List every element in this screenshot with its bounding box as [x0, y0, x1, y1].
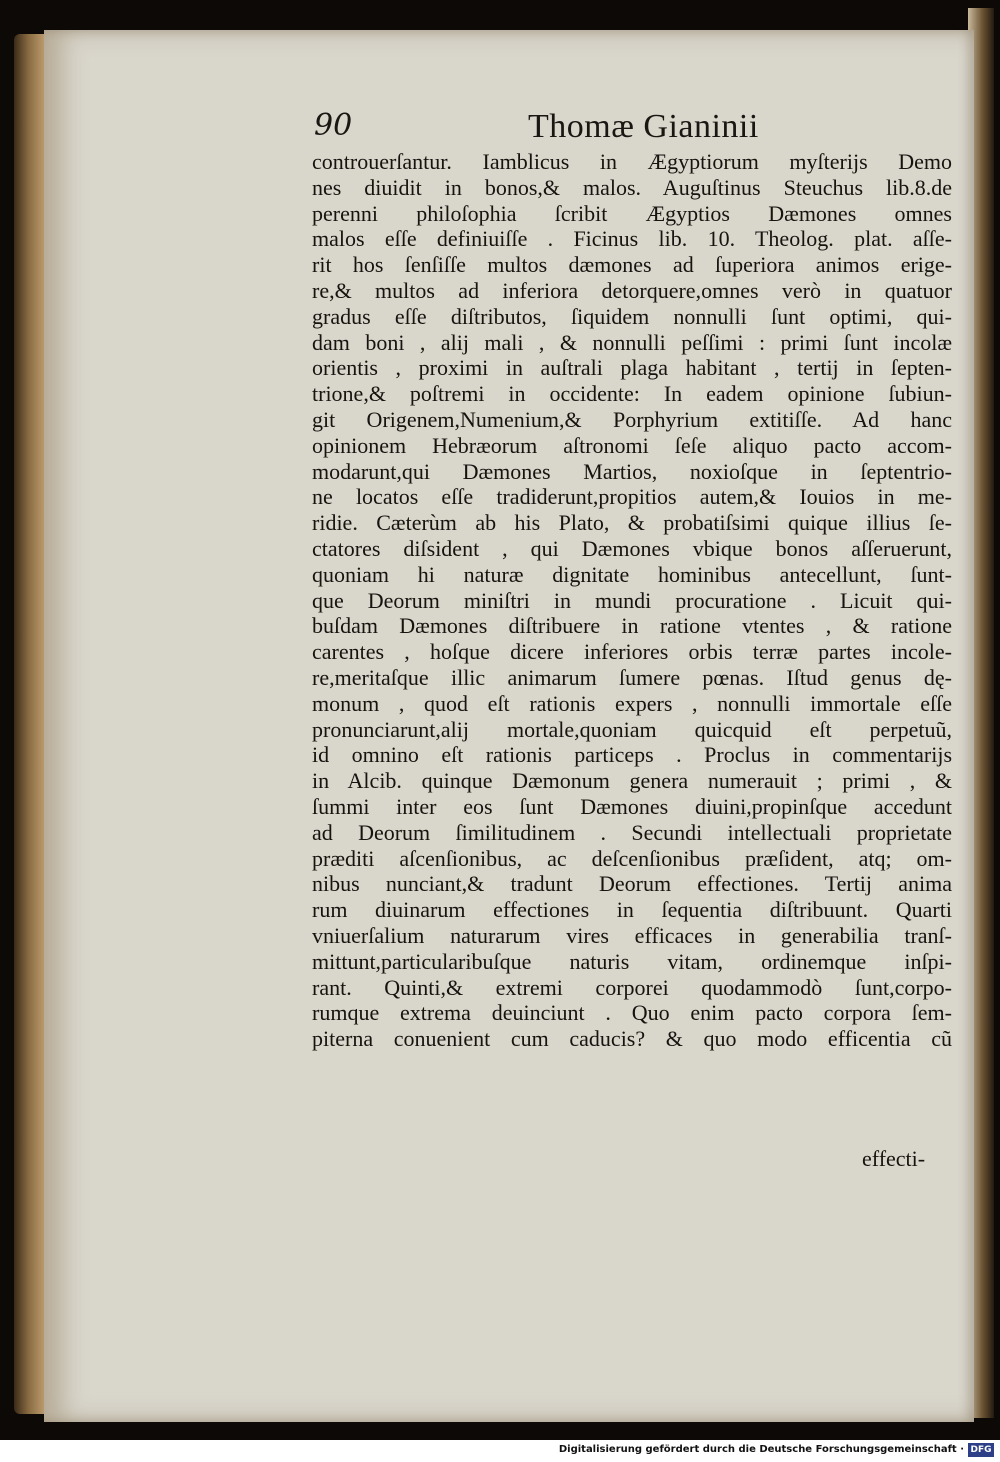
text-line: modarunt,qui Dæmones Martios, noxioſque in ſeptentrio-	[312, 458, 952, 484]
text-line: trione,& poſtremi in occidente: In eadem opinione ſubiun-	[312, 381, 952, 407]
text-line: opinionem Hebræorum aſtronomi ſeſe aliquo pacto accom-	[312, 432, 952, 458]
text-line: orientis , proximi in auſtrali plaga habitant , tertij in ſepten-	[312, 355, 952, 381]
text-line: ctatores diſsident , qui Dæmones vbique bonos aſſeruerunt,	[312, 535, 952, 561]
text-line: gradus eſſe diſtributos, ſiquidem nonnulli ſunt optimi, qui-	[312, 303, 952, 329]
body-text	[312, 149, 964, 1052]
dfg-logo: DFG	[968, 1443, 994, 1457]
text-line: id omnino eſt rationis particeps . Proclus in commentarijs	[312, 742, 952, 768]
text-line: dam boni , alij mali , & nonnulli peſſimi : primi ſunt incolæ	[312, 329, 952, 355]
running-title: Thomæ Gianinii	[528, 108, 759, 145]
text-line: ne locatos eſſe tradiderunt,propitios autem,& Iouios in me-	[312, 484, 952, 510]
text-line: git Origenem,Numenium,& Porphyrium extitiſſe. Ad hanc	[312, 406, 952, 432]
text-line: rant. Quinti,& extremi corporei quodammodò ſunt,corpo-	[312, 974, 952, 1000]
footer-bar	[0, 1440, 1000, 1462]
text-line: re,& multos ad inferiora detorquere,omnes verò in quatuor	[312, 277, 952, 303]
text-line: nes diuidit in bonos,& malos. Auguſtinus Steuchus lib.8.de	[312, 174, 952, 200]
text-line: rit hos ſenſiſſe multos dæmones ad ſuperiora animos erige-	[312, 252, 952, 278]
text-line: re,meritaſque illic animarum ſumere pœnas. Iſtud genus dę-	[312, 664, 952, 690]
text-line: ridie. Cæterùm ab his Plato, & probatiſsimi quique illius ſe-	[312, 510, 952, 536]
footer-credit: Digitalisierung gefördert durch die Deutsche Forschungsgemeinschaft ·	[558, 1444, 964, 1455]
text-line: in Alcib. quinque Dæmonum genera numerauit ; primi , &	[312, 768, 952, 794]
text-line: ſummi inter eos ſunt Dæmones diuini,propinſque accedunt	[312, 793, 952, 819]
text-line: præditi aſcenſionibus, ac deſcenſionibus præſident, atq; om-	[312, 845, 952, 871]
text-line: ad Deorum ſimilitudinem . Secundi intellectuali proprietate	[312, 819, 952, 845]
text-line: controuerſantur. Iamblicus in Ægyptiorum myſterijs Demo	[312, 149, 952, 174]
text-line: piterna conuenient cum caducis? & quo modo efficentia cũ	[312, 1026, 952, 1052]
text-line: quoniam hi naturæ dignitate hominibus antecellunt, ſunt-	[312, 561, 952, 587]
text-line: vniuerſalium naturarum vires efficaces in generabilia tranſ-	[312, 922, 952, 948]
text-line: perenni philoſophia ſcribit Ægyptios Dæmones omnes	[312, 200, 952, 226]
text-line: pronunciarunt,alij mortale,quoniam quicquid eſt perpetuũ,	[312, 716, 952, 742]
text-line: carentes , hoſque dicere inferiores orbis terræ partes incole-	[312, 639, 952, 665]
text-line: mittunt,particularibuſque naturis vitam, ordinemque inſpi-	[312, 948, 952, 974]
text-line: malos eſſe definiuiſſe . Ficinus lib. 10. Theolog. plat. aſſe-	[312, 226, 952, 252]
text-line: monum , quod eſt rationis expers , nonnulli immortale eſſe	[312, 690, 952, 716]
text-line: rumque extrema deuinciunt . Quo enim pacto corpora ſem-	[312, 1000, 952, 1026]
text-line: buſdam Dæmones diſtribuere in ratione vtentes , & ratione	[312, 613, 952, 639]
page-number: 90	[314, 108, 353, 143]
text-line: rum diuinarum effectiones in ſequentia diſtribuunt. Quarti	[312, 897, 952, 923]
catchword: effecti-	[862, 1146, 926, 1171]
text-line: nibus nunciant,& tradunt Deorum effectiones. Tertij anima	[312, 871, 952, 897]
text-line: que Deorum miniſtri in mundi procuratione . Licuit qui-	[312, 587, 952, 613]
